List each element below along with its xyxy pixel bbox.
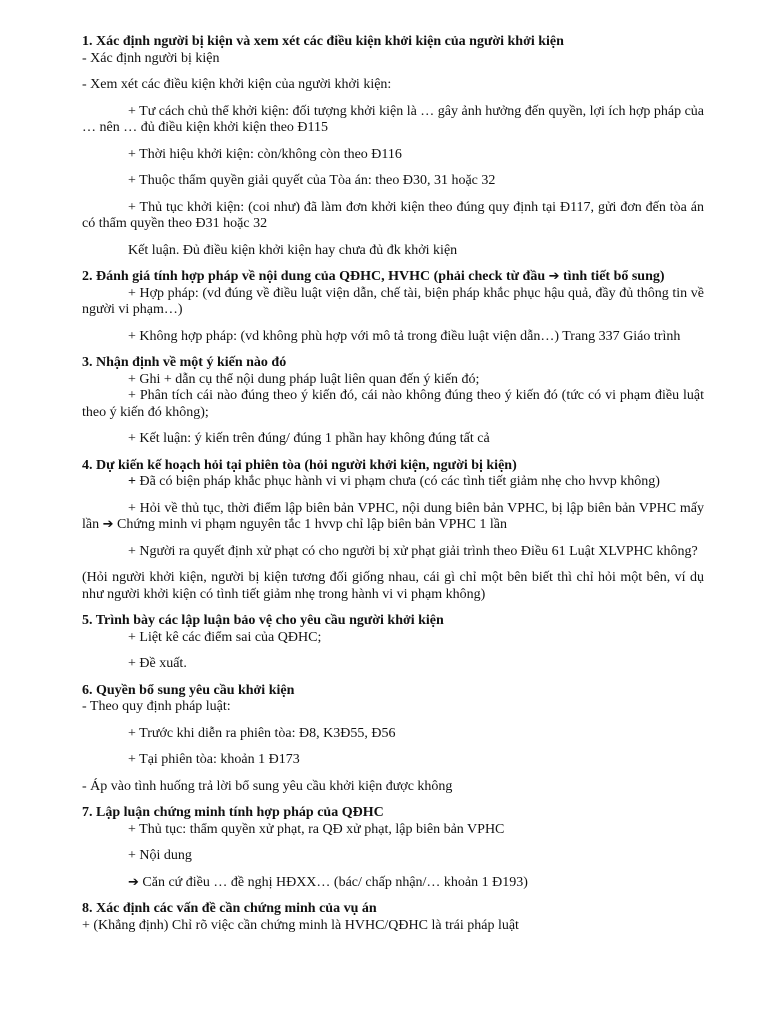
arrow-right-icon: ➔	[128, 874, 139, 890]
section-7-bullet-3	[82, 875, 704, 892]
section-4-bullet-1	[82, 474, 704, 491]
section-6-line-2: - Áp vào tình huống trả lời bổ sung yêu cầu khởi kiện được không	[82, 778, 453, 794]
section-3-bullet-2: + Phân tích cái nào đúng theo ý kiến đó, cái nào không đúng theo ý kiến đó (tức có vi phạm điều luật theo ý kiến đó không);	[82, 388, 704, 420]
section-7-bullet-1: + Thủ tục: thẩm quyền xử phạt, ra QĐ xử phạt, lập biên bản VPHC	[128, 821, 505, 837]
section-1-bullet-3: + Thuộc thẩm quyền giải quyết của Tòa án: theo Đ30, 31 hoặc 32	[128, 173, 496, 188]
section-4-bullet-1-text: Đã có biện pháp khắc phục hành vi vi phạm chưa (có các tình tiết giảm nhẹ cho hvvp không)	[135, 474, 660, 489]
section-1-bullet-4: + Thủ tục khởi kiện: (coi như) đã làm đơn khởi kiện theo đúng quy định tại Đ117, gửi đơn đến tòa án có thẩm quyền theo Đ31 hoặc 32	[82, 199, 704, 231]
section-6-bullet-1: + Trước khi diễn ra phiên tòa: Đ8, K3Đ55, Đ56	[128, 725, 396, 741]
section-4-bullet-2-text-a: + Hỏi về thủ tục, thời điểm lập biên bản VPHC, nội dung biên bản VPHC, bị lập biên bản VPHC mấy lần	[82, 500, 704, 532]
section-2-heading-text-a: 2. Đánh giá tính hợp pháp về nội dung của QĐHC, HVHC (phải check từ đầu	[82, 269, 549, 284]
section-1-line-2: - Xem xét các điều kiện khởi kiện của người khởi kiện:	[82, 77, 392, 92]
section-6-heading: 6. Quyền bổ sung yêu cầu khởi kiện	[82, 682, 295, 698]
section-2-heading	[82, 269, 704, 286]
section-7-bullet-2: + Nội dung	[128, 848, 192, 863]
arrow-right-icon: ➔	[548, 269, 560, 284]
section-4-heading: 4. Dự kiến kế hoạch hỏi tại phiên tòa (hỏi người khởi kiện, người bị kiện)	[82, 457, 517, 473]
section-5-heading: 5. Trình bày các lập luận bảo vệ cho yêu cầu người khởi kiện	[82, 613, 444, 628]
section-7-bullet-3-text: Căn cứ điều … đề nghị HĐXX… (bác/ chấp nhận/… khoản 1 Đ193)	[138, 874, 528, 890]
section-5-bullet-1: + Liệt kê các điểm sai của QĐHC;	[128, 629, 322, 645]
arrow-right-icon: ➔	[102, 517, 114, 532]
section-8-heading: 8. Xác định các vấn đề cần chứng minh của vụ án	[82, 901, 377, 916]
section-2-heading-text-b: tình tiết bổ sung)	[559, 269, 665, 284]
section-6-bullet-2: + Tại phiên tòa: khoản 1 Đ173	[128, 752, 300, 767]
section-2-bullet-1: + Hợp pháp: (vd đúng về điều luật viện dẫn, chế tài, biện pháp khắc phục hậu quả, đầy đủ thông tin về người vi phạm…)	[82, 285, 704, 317]
section-3-bullet-3: + Kết luận: ý kiến trên đúng/ đúng 1 phần hay không đúng tất cả	[128, 431, 490, 446]
section-4-bullet-2-text-b: Chứng minh vi phạm nguyên tắc 1 hvvp chỉ lập biên bản VPHC 1 lần	[113, 517, 507, 532]
section-6-line-1: - Theo quy định pháp luật:	[82, 699, 231, 714]
section-3-bullet-1: + Ghi + dẫn cụ thể nội dung pháp luật liên quan đến ý kiến đó;	[128, 371, 480, 387]
document-page	[82, 34, 704, 934]
section-1-bullet-2: + Thời hiệu khởi kiện: còn/không còn theo Đ116	[128, 146, 402, 162]
section-3-heading: 3. Nhận định về một ý kiến nào đó	[82, 355, 287, 370]
section-8-line-1: + (Khẳng định) Chỉ rõ việc cần chứng minh là HVHC/QĐHC là trái pháp luật	[82, 917, 519, 933]
section-1-conclusion: Kết luận. Đủ điều kiện khởi kiện hay chưa đủ đk khởi kiện	[128, 242, 458, 258]
section-5-bullet-2: + Đề xuất.	[128, 656, 187, 671]
section-1-heading: 1. Xác định người bị kiện và xem xét các điều kiện khởi kiện của người khởi kiện	[82, 34, 564, 49]
section-4-note: (Hỏi người khởi kiện, người bị kiện tương đối giống nhau, cái gì chỉ một bên biết thì chỉ hỏi một bên, ví dụ như người khởi kiện có tình tiết giảm nhẹ trong hành vi vi phạm không)	[82, 570, 704, 602]
section-4-bullet-2	[82, 501, 704, 534]
section-1-bullet-1: + Tư cách chủ thể khởi kiện: đối tượng khởi kiện là … gây ảnh hưởng đến quyền, lợi ích hợp pháp của … nên … đủ điều kiện khởi kiện theo Đ115	[82, 103, 704, 135]
section-7-heading: 7. Lập luận chứng minh tính hợp pháp của QĐHC	[82, 805, 384, 820]
section-1-line-1: - Xác định người bị kiện	[82, 50, 220, 66]
section-2-bullet-2: + Không hợp pháp: (vd không phù hợp với mô tả trong điều luật viện dẫn…) Trang 337 Giáo trình	[128, 328, 681, 344]
section-4-bullet-3: + Người ra quyết định xử phạt có cho người bị xử phạt giải trình theo Điều 61 Luật XLVPHC không?	[128, 543, 698, 559]
bold-plus: +	[128, 474, 136, 489]
